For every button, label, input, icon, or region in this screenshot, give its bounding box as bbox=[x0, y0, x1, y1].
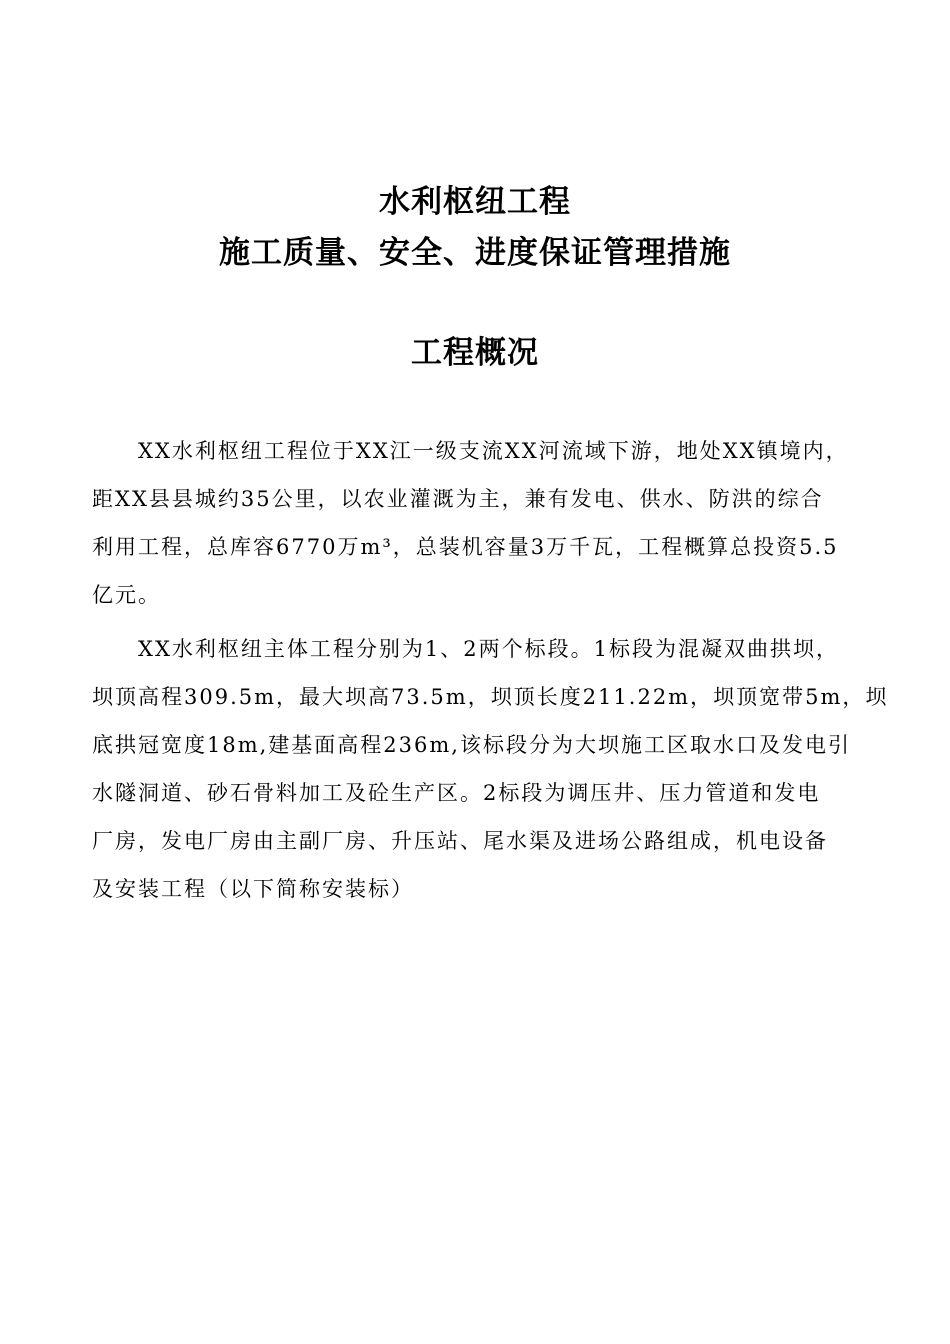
paragraph-project-overview bbox=[92, 427, 872, 619]
document-title-line-2: 施工质量、安全、进度保证管理措施 bbox=[219, 235, 731, 271]
paragraph-project-sections bbox=[92, 625, 889, 913]
paragraph-line: 底拱冠宽度18m,建基面高程236m,该标段分为大坝施工区取水口及发电引 bbox=[92, 733, 851, 757]
paragraph-line: 距XX县县城约35公里，以农业灌溉为主，兼有发电、供水、防洪的综合 bbox=[92, 487, 824, 511]
paragraph-line: 亿元。 bbox=[92, 583, 161, 607]
paragraph-line: 利用工程，总库容6770万m³，总装机容量3万千瓦，工程概算总投资5.5 bbox=[92, 535, 839, 559]
paragraph-line: 厂房，发电厂房由主副厂房、升压站、尾水渠及进场公路组成，机电设备 bbox=[92, 829, 828, 853]
paragraph-line: 及安装工程（以下简称安装标） bbox=[92, 877, 414, 901]
paragraph-line: XX水利枢纽工程位于XX江一级支流XX河流域下游，地处XX镇境内， bbox=[138, 439, 849, 463]
paragraph-line: XX水利枢纽主体工程分别为1、2两个标段。1标段为混凝双曲拱坝， bbox=[138, 637, 839, 661]
paragraph-line: 水隧洞道、砂石骨料加工及砼生产区。2标段为调压井、压力管道和发电 bbox=[92, 781, 821, 805]
paragraph-line: 坝顶高程309.5m，最大坝高73.5m，坝顶长度211.22m，坝顶宽带5m，坝 bbox=[92, 685, 889, 709]
section-heading: 工程概况 bbox=[411, 335, 539, 371]
document-title-line-1: 水利枢纽工程 bbox=[379, 184, 571, 220]
